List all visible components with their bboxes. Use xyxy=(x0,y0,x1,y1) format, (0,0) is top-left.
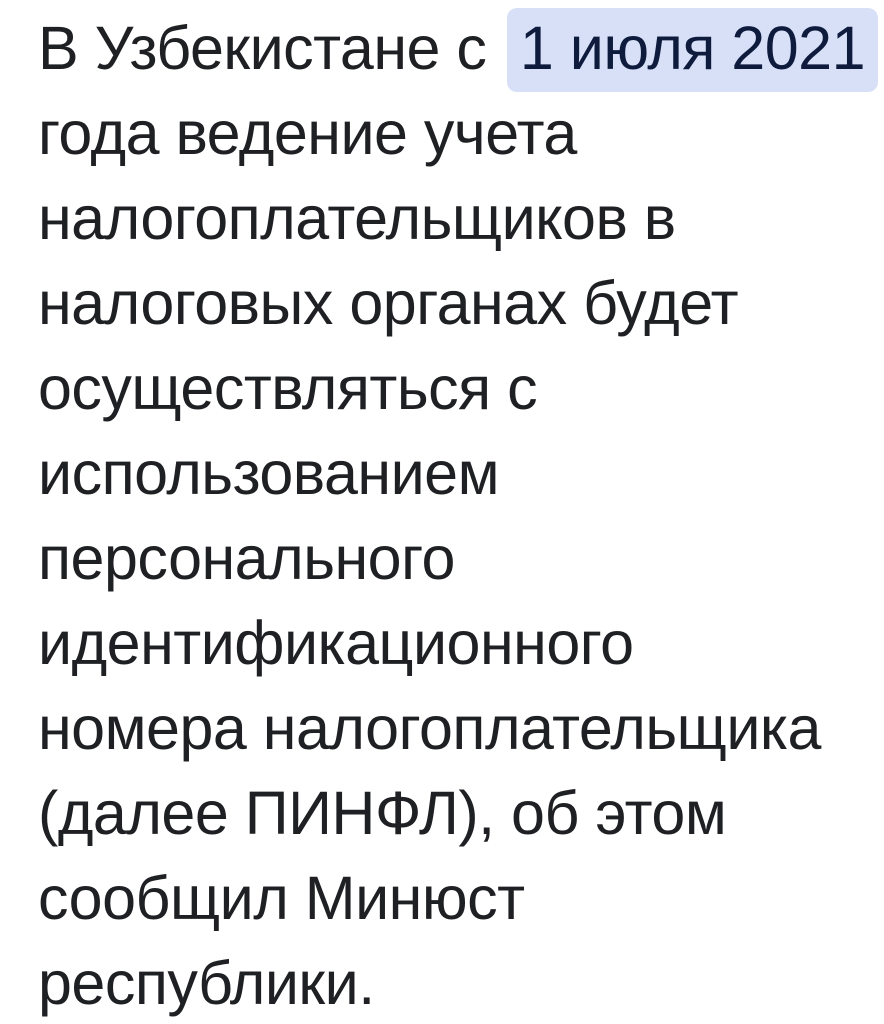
text-line: сообщил Минюст xyxy=(38,864,525,932)
text-line: осуществляться с xyxy=(38,354,538,422)
text-line xyxy=(38,6,874,91)
text-line: республики. xyxy=(38,949,375,1017)
text-line-prefix: В Узбекистане с xyxy=(38,14,503,82)
snippet-text xyxy=(38,6,874,1024)
text-line: идентификационного xyxy=(38,609,634,677)
text-line: использованием xyxy=(38,439,500,507)
text-line: персонального xyxy=(38,524,455,592)
text-line: года ведение учета xyxy=(38,99,577,167)
date-highlight: 1 июля 2021 xyxy=(507,8,878,92)
text-line: налоговых органах будет xyxy=(38,269,739,337)
text-line: (далее ПИНФЛ), об этом xyxy=(38,779,727,847)
text-line: налогоплательщиков в xyxy=(38,184,676,252)
text-line: номера налогоплательщика xyxy=(38,694,821,762)
